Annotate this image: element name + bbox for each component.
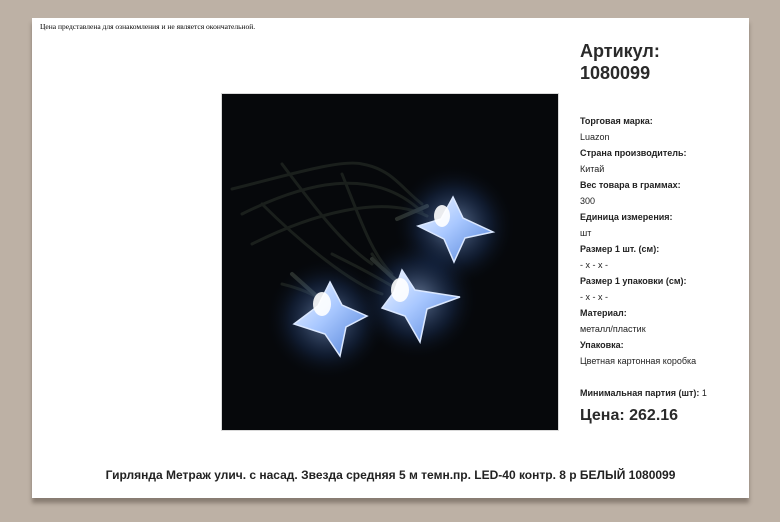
property-value-item-size: - х - х - <box>580 260 608 270</box>
min-batch <box>580 385 745 401</box>
property-label-unit: Единица измерения: <box>580 212 673 222</box>
property-value-packaging: Цветная картонная коробка <box>580 356 697 366</box>
property-label-material: Материал: <box>580 308 627 318</box>
property-value-weight: 300 <box>580 196 596 206</box>
property-value-country: Китай <box>580 164 605 174</box>
garland-image <box>222 94 558 430</box>
product-name: Гирлянда Метраж улич. с насад. Звезда средняя 5 м темн.пр. LED-40 контр. 8 р БЕЛЫЙ 1080099 <box>105 468 676 482</box>
property-label-package-size: Размер 1 упаковки (см): <box>580 276 687 286</box>
product-sheet <box>32 18 749 498</box>
min-batch-label: Минимальная партия (шт): <box>580 388 700 398</box>
price-label: Цена: <box>580 407 625 424</box>
article-heading <box>580 40 745 84</box>
product-photo <box>221 93 559 431</box>
property-value-unit: шт <box>580 228 592 238</box>
property-value-package-size: - х - х - <box>580 292 608 302</box>
product-info <box>580 40 745 427</box>
property-label-packaging: Упаковка: <box>580 340 624 350</box>
property-value-material: металл/пластик <box>580 324 646 334</box>
price-disclaimer: Цена представлена для ознакомления и не является окончательной. <box>40 22 256 31</box>
property-label-brand: Торговая марка: <box>580 116 653 126</box>
properties-list <box>580 113 745 369</box>
article-label: Артикул: <box>580 41 660 61</box>
min-batch-value: 1 <box>701 388 707 398</box>
property-label-item-size: Размер 1 шт. (см): <box>580 244 660 254</box>
property-label-country: Страна производитель: <box>580 148 687 158</box>
price-value: 262.16 <box>629 407 679 424</box>
property-value-brand: Luazon <box>580 132 610 142</box>
article-number: 1080099 <box>580 63 651 83</box>
property-label-weight: Вес товара в граммах: <box>580 180 681 190</box>
price <box>580 405 745 427</box>
